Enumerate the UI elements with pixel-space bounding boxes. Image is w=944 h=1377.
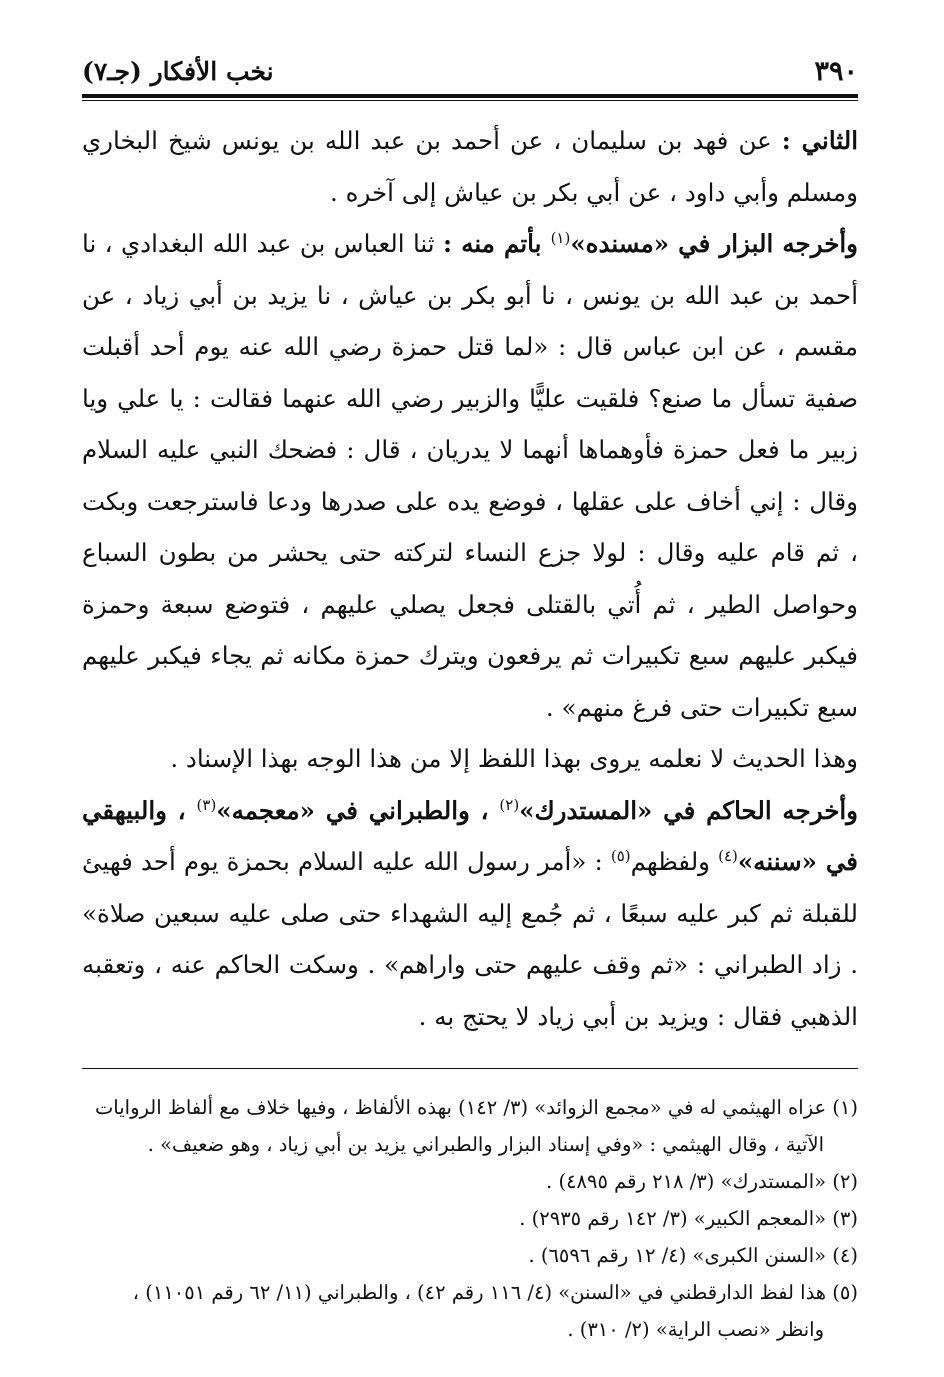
footnote-continuation — [82, 1311, 858, 1348]
footnote — [82, 1274, 858, 1311]
footnote-continuation — [82, 1126, 858, 1163]
header-rule-thick — [82, 94, 858, 98]
footnote-ref: (٥) — [610, 846, 631, 865]
footnote-separator — [82, 1068, 858, 1069]
paragraph-lead: بأتم منه : — [443, 229, 551, 258]
main-text — [82, 115, 858, 1042]
footnote-text: (٥) هذا لفظ الدارقطني في «السنن» (٤/ ١١٦ رقم ٤٢) ، والطبراني (١١/ ٦٢ رقم ١١٠٥١) ، — [132, 1281, 858, 1304]
header-rule-thin — [82, 100, 858, 101]
footnotes — [82, 1089, 858, 1348]
paragraph-text: عن فهد بن سليمان ، عن أحمد بن عبد الله بن يونس شيخ البخاري ومسلم وأبي داود ، عن أبي بكر بن عياش إلى آخره . — [82, 126, 858, 207]
footnote — [82, 1237, 858, 1274]
footnote-text: (٣) «المعجم الكبير» (٣/ ١٤٢ رقم ٢٩٣٥) . — [519, 1207, 858, 1230]
book-title: نخب الأفكار (جـ٧) — [82, 57, 274, 86]
paragraph — [82, 115, 858, 218]
footnote — [82, 1200, 858, 1237]
footnote-text: الآتية ، وقال الهيثمي : «وفي إسناد البزار والطبراني يزيد بن أبي زياد ، وهو ضعيف» . — [147, 1133, 824, 1156]
paragraph-lead: الثاني : — [781, 126, 858, 155]
paragraph-lead: ، والبيهقي في «سننه» — [82, 795, 858, 876]
paragraph-text: وهذا الحديث لا نعلمه يروى بهذا اللفظ إلا من هذا الوجه بهذا الإسناد . — [170, 744, 858, 773]
paragraph — [82, 218, 858, 733]
footnote-ref: (٣) — [196, 795, 217, 814]
page-header — [82, 52, 858, 92]
paragraph-text: : «أمر رسول الله عليه السلام بحمزة يوم أحد فهيئ للقبلة ثم كبر عليه سبعًا ، ثم جُمع إليه الشهداء حتى صلى عليه سبعين صلاة» . زاد الطبراني : «ثم وقف عليهم حتى واراهم» . وسكت الحاكم عنه ، وتعقبه الذهبي فقال : ويزيد بن أبي زياد لا يحتج به . — [82, 847, 858, 1031]
footnote-ref: (٤) — [718, 846, 738, 865]
paragraph-lead: وأخرجه الحاكم في «المستدرك» — [519, 795, 859, 825]
paragraph-lead: ، والطبراني في «معجمه» — [216, 795, 500, 825]
paragraph — [82, 733, 858, 785]
footnote-ref: (١) — [550, 228, 571, 247]
book-page — [82, 52, 858, 1348]
footnote-text: (٢) «المستدرك» (٣/ ٢١٨ رقم ٤٨٩٥) . — [546, 1170, 858, 1193]
footnote — [82, 1089, 858, 1126]
paragraph-lead: وأخرجه البزار في «مسنده» — [570, 229, 858, 258]
paragraph-text: ثنا العباس بن عبد الله البغدادي ، نا أحمد بن عبد الله بن يونس ، نا أبو بكر بن عياش ، نا يزيد بن أبي زياد ، عن مقسم ، عن ابن عباس قال : «لما قتل حمزة رضي الله عنه يوم أحد أقبلت صفية تسأل ما صنع؟ فلقيت عليًّا والزبير رضي الله عنهما فقالت : يا علي ويا زبير ما فعل حمزة فأوهماها أنهما لا يدريان ، قال : فضحك النبي عليه السلام وقال : إني أخاف على عقلها ، فوضع يده على صدرها ودعا فاسترجعت وبكت ، ثم قام عليه وقال : لولا جزع النساء لتركته حتى يحشر من بطون السباع وحواصل الطير ، ثم أُتي بالقتلى فجعل يصلي عليهم ، فتوضع سبعة وحمزة فيكبر عليهم سبع تكبيرات ثم يرفعون ويترك حمزة مكانه ثم يجاء فيكبر عليهم سبع تكبيرات حتى فرغ منهم» . — [82, 229, 858, 722]
footnote — [82, 1163, 858, 1200]
footnote-text: (٤) «السنن الكبرى» (٤/ ١٢ رقم ٦٥٩٦) . — [528, 1244, 858, 1267]
footnote-text: (١) عزاه الهيثمي له في «مجمع الزوائد» (٣/ ١٤٢) بهذه الألفاظ ، وفيها خلاف مع ألفاظ الروايات — [94, 1096, 858, 1119]
footnote-text: وانظر «نصب الراية» (٢/ ٣١٠) . — [567, 1318, 824, 1341]
paragraph-text: ولفظهم — [630, 847, 719, 876]
paragraph — [82, 785, 858, 1043]
page-number: ٣٩٠ — [814, 56, 858, 87]
footnote-ref: (٢) — [499, 795, 520, 814]
